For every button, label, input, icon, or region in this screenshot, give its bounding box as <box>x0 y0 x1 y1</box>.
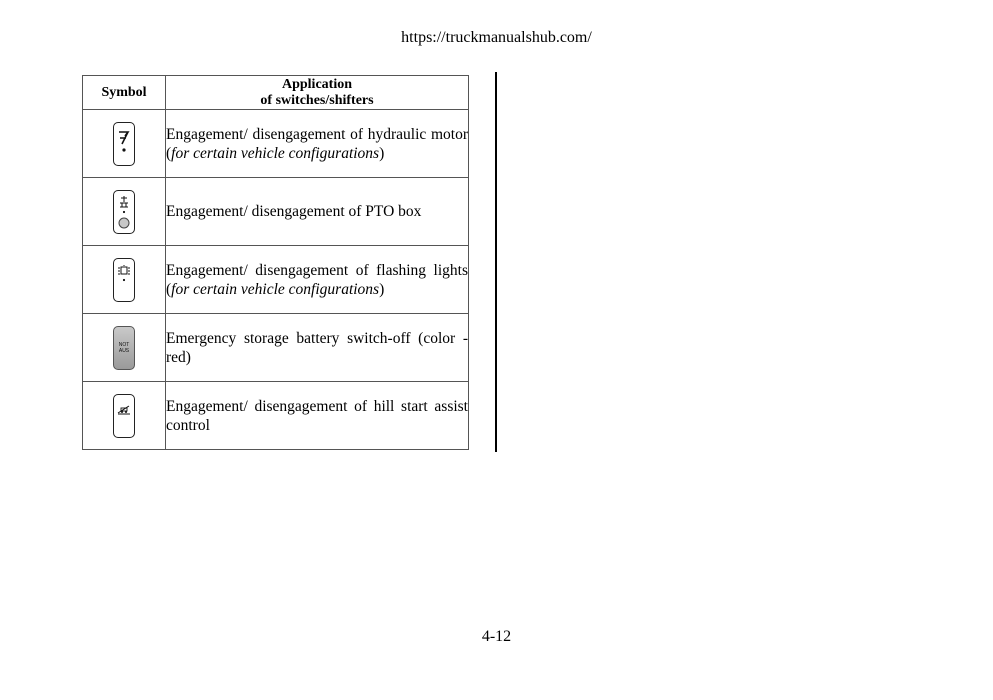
application-cell <box>166 246 469 314</box>
emergency-switch-label <box>114 342 134 354</box>
table-row <box>83 246 469 314</box>
symbol-cell <box>83 178 166 246</box>
table-row <box>83 178 469 246</box>
page-url-header: https://truckmanualshub.com/ <box>401 29 592 46</box>
table-row <box>83 382 469 450</box>
application-text: Engagement/ disengagement of hydraulic motor ( <box>166 125 468 162</box>
flashing-lights-icon <box>113 258 135 302</box>
application-text: Engagement/ disengagement of flashing lights ( <box>166 261 468 298</box>
emergency-switch-label-line2: AUS <box>118 347 130 354</box>
application-text-end: ) <box>379 280 385 298</box>
symbol-cell <box>83 314 166 382</box>
emergency-switch-label-line1: NOT <box>118 341 130 348</box>
application-column-header <box>166 76 469 110</box>
symbol-cell <box>83 246 166 314</box>
table-row <box>83 314 469 382</box>
application-note: for certain vehicle configurations <box>171 280 380 298</box>
application-cell <box>166 178 469 246</box>
table-header-row <box>83 76 469 110</box>
application-header-line2: of switches/shifters <box>260 92 374 108</box>
column-divider <box>495 72 497 452</box>
switches-table <box>82 75 469 450</box>
page-number: 4-12 <box>481 628 512 645</box>
emergency-battery-switch-icon <box>113 326 135 370</box>
application-cell <box>166 110 469 178</box>
pto-box-icon <box>113 190 135 234</box>
table-row <box>83 110 469 178</box>
symbol-cell <box>83 110 166 178</box>
application-text-end: ) <box>379 144 385 162</box>
symbol-cell <box>83 382 166 450</box>
application-header-line1: Application <box>281 76 352 92</box>
application-note: for certain vehicle configurations <box>171 144 380 162</box>
hydraulic-motor-icon <box>113 122 135 166</box>
application-text: Emergency storage battery switch-off (color - red) <box>166 329 468 366</box>
application-cell <box>166 314 469 382</box>
application-cell <box>166 382 469 450</box>
hill-start-assist-icon <box>113 394 135 438</box>
application-text: Engagement/ disengagement of hill start assist control <box>166 397 468 434</box>
symbol-column-header: Symbol <box>83 76 166 110</box>
application-text: Engagement/ disengagement of PTO box <box>166 203 422 220</box>
